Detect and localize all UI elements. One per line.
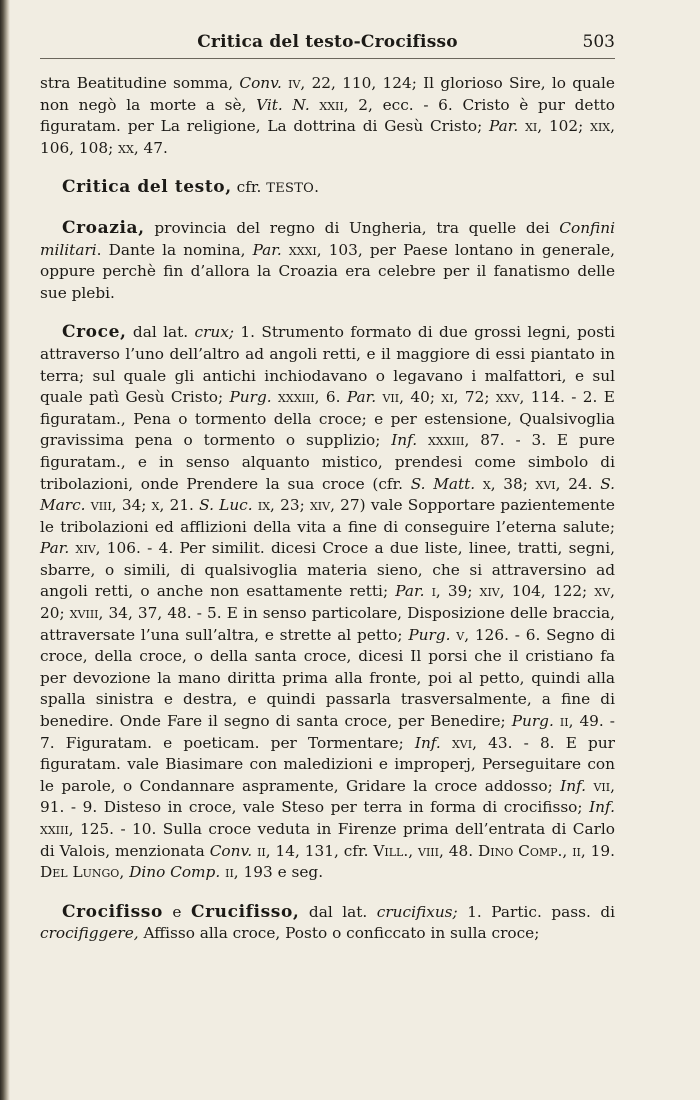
italic-citation: Conv. xyxy=(239,74,282,92)
italic-citation: Par. xyxy=(395,582,425,601)
entry-crocifisso xyxy=(40,902,615,945)
italic-citation: Par. xyxy=(40,539,70,558)
roman-numeral: ii xyxy=(257,841,266,860)
entry-text: , 43. - 8. E pur figuratam. vale Biasimare con maledizioni e improperj, Perseguitare con le parole, o Condannare aspramente, Gridare la croce addosso; xyxy=(40,733,615,795)
entry-text: , xyxy=(119,863,130,882)
entry-text: , 91. - 9. Disteso in croce, vale Steso per terra in forma di crocifisso; xyxy=(40,776,615,817)
entry-text: , 125. - 10. Sulla croce veduta in Firenze prima dell’entrata di Carlo di Valois, menzionata xyxy=(40,820,615,860)
roman-numeral: xviii xyxy=(69,604,99,623)
entry-croce xyxy=(40,322,615,883)
roman-numeral: vii xyxy=(593,776,611,795)
roman-numeral: xxxiii xyxy=(427,431,465,450)
entry-text: , xyxy=(408,841,419,860)
entry-text: , 48. xyxy=(439,841,478,860)
entry-text: dal lat. xyxy=(126,323,195,342)
roman-numeral: ix xyxy=(257,496,271,515)
entry-text: Affisso alla croce, Posto o conficcato in sulla croce; xyxy=(138,924,540,943)
entry-text: , 104, 122; xyxy=(499,582,595,601)
entry-continuation xyxy=(40,73,615,159)
entry-text: , 47. xyxy=(133,138,168,157)
entry-text: , xyxy=(562,841,573,860)
italic-citation: Inf. xyxy=(589,798,615,817)
roman-numeral: xxii xyxy=(319,95,344,114)
dictionary-page xyxy=(40,28,615,963)
page-number: 503 xyxy=(582,32,615,52)
entry-text: , 21. xyxy=(159,496,200,515)
entry-text: provincia del regno di Ungheria, tra quelle dei xyxy=(144,218,560,237)
headword: Critica del testo, xyxy=(62,177,232,198)
roman-numeral: xxiii xyxy=(40,820,69,838)
running-title: Critica del testo-Crocifisso xyxy=(197,32,458,52)
italic-citation: Par. xyxy=(252,240,282,259)
entry-text xyxy=(475,475,483,493)
roman-numeral: Vill. xyxy=(373,841,409,860)
entry-text: , 24. xyxy=(555,474,601,493)
entry-text: , 23; xyxy=(270,496,310,515)
italic-citation: Confini militari xyxy=(40,218,615,259)
entry-text: , 34, 37, 48. - 5. E in senso particolare, Disposizione delle braccia, attraversate l’una sull’altra, e strette al petto; xyxy=(40,604,615,644)
italic-citation: Conv. xyxy=(209,841,253,860)
roman-numeral: v xyxy=(456,625,465,644)
italic-citation: crocifiggere, xyxy=(40,924,139,943)
italic-citation: Purg. xyxy=(511,712,554,731)
headword: Crucifisso, xyxy=(190,901,300,922)
italic-citation: Inf. xyxy=(414,733,441,752)
entry-text: , 72; xyxy=(453,388,496,407)
roman-numeral: xvi xyxy=(451,733,473,752)
entry-text: e xyxy=(162,902,191,921)
roman-numeral: Dino Comp. xyxy=(478,841,563,860)
italic-citation: Vit. N. xyxy=(256,95,310,114)
italic-citation: S. Marc. xyxy=(40,474,615,515)
italic-citation: Purg. xyxy=(229,388,272,407)
headword: Croazia, xyxy=(62,217,145,238)
roman-numeral: xiv xyxy=(75,539,96,558)
entry-text: 1. Partic. pass. di xyxy=(457,902,616,921)
roman-numeral: xiv xyxy=(479,582,500,601)
italic-citation: crux; xyxy=(194,323,235,342)
entry-text: , 106, 108; xyxy=(40,117,615,157)
italic-citation: S. Luc. xyxy=(199,496,253,515)
entry-critica-del-testo xyxy=(40,177,615,200)
italic-citation: crucifixus; xyxy=(376,902,458,921)
entry-text xyxy=(417,431,428,449)
roman-numeral: ii xyxy=(559,712,569,731)
roman-numeral: iv xyxy=(288,74,301,92)
entry-text: , 19. xyxy=(580,841,615,860)
roman-numeral: xi xyxy=(525,117,538,136)
roman-numeral: vii xyxy=(382,388,400,407)
entry-text xyxy=(310,96,320,114)
roman-numeral: Del Lungo xyxy=(40,863,120,882)
entry-text: , 22, 110, 124; Il glorioso Sire, lo quale non negò la morte a sè, xyxy=(40,74,615,114)
roman-numeral: i xyxy=(431,582,436,601)
italic-citation: Par. xyxy=(489,117,519,136)
roman-numeral: xxv xyxy=(495,388,520,407)
entry-croazia xyxy=(40,218,615,304)
roman-numeral: ii xyxy=(572,841,581,860)
cross-reference: TESTO xyxy=(266,181,315,197)
entry-text: , 27) vale Sopportare pazientemente le tribolazioni ed afflizioni della vita a fine di conseguire l’eterna salute; xyxy=(40,496,615,536)
entry-text xyxy=(424,582,431,600)
roman-numeral: xxxi xyxy=(288,240,317,259)
italic-citation: Par. xyxy=(346,388,377,407)
roman-numeral: xx xyxy=(118,138,134,157)
entry-text: , 40; xyxy=(399,388,442,407)
italic-citation: Dino Comp. xyxy=(129,863,221,882)
page-binding-edge xyxy=(0,0,10,1100)
roman-numeral: x xyxy=(482,474,491,493)
roman-numeral: viii xyxy=(90,496,112,515)
entry-text: , 34; xyxy=(111,496,152,515)
roman-numeral: ii xyxy=(225,863,234,882)
roman-numeral: viii xyxy=(418,841,439,860)
entry-text: dal lat. xyxy=(299,902,377,921)
roman-numeral: xi xyxy=(441,388,454,407)
entry-text: , 103, per Paese lontano in generale, oppure perchè fin d’allora la Croazia era celebre per il fanatismo delle sue plebi. xyxy=(40,240,615,302)
entry-text: , 38; xyxy=(490,474,536,493)
entry-text: 1. Strumento formato di due grossi legni, posti attraverso l’uno dell’altro ad angoli retti, e il maggiore di essi piantato in terra; sul quale gli antichi inchiodavano o legavano i malfattori, e sul quale patì Gesù Cristo; xyxy=(40,323,615,407)
roman-numeral: xiv xyxy=(309,496,331,515)
roman-numeral: xix xyxy=(590,117,611,136)
entry-text: , 87. - 3. E pure figuratam., e in senso alquanto mistico, prendesi come simbolo di tribolazioni, onde Prendere la sua croce (cfr. xyxy=(40,431,615,493)
entry-text xyxy=(441,734,452,752)
entry-text: , 6. xyxy=(314,388,347,407)
roman-numeral: xvi xyxy=(535,474,556,493)
entry-text: . xyxy=(314,178,320,197)
entry-text xyxy=(282,241,289,259)
entry-text: , 126. - 6. Segno di croce, della croce, o della santa croce, dicesi Il porsi che il cristiano fa per devozione la mano diritta prima alla fronte, poi al petto, quindi alla spalla sinistra e destra, e quindi passarla trasversalmente, a fine di benedire. Onde Fare il segno di santa croce, per Benedire; xyxy=(40,625,615,731)
italic-citation: Inf. xyxy=(391,431,418,450)
entry-text: , 102; xyxy=(537,117,591,136)
entry-text: , 14, 131, cfr. xyxy=(265,841,374,860)
entry-text: , 106. - 4. Per similit. dicesi Croce a due liste, linee, tratti, segni, sbarre, o simili, di qualsivoglia materia sieno, che si attraversino ad angoli retti, o anche non esattamente retti; xyxy=(40,539,615,601)
entry-text: . Dante la nomina, xyxy=(96,240,253,259)
entry-text: cfr. xyxy=(231,178,267,197)
roman-numeral: xv xyxy=(594,582,611,601)
headword: Croce, xyxy=(62,322,127,343)
italic-citation: Inf. xyxy=(560,776,587,795)
headword: Crocifisso xyxy=(62,901,163,922)
roman-numeral: xxxiii xyxy=(278,388,315,407)
entry-text: , 39; xyxy=(435,582,480,601)
page-body xyxy=(40,73,615,945)
entry-text: , 2, ecc. - 6. Cristo è pur detto figuratam. per La religione, La dottrina di Gesù Cristo; xyxy=(40,95,615,136)
entry-text: , 193 e seg. xyxy=(233,863,324,882)
entry-text: stra Beatitudine somma, xyxy=(40,74,240,92)
page-header xyxy=(40,28,615,59)
italic-citation: Purg. xyxy=(408,625,451,644)
entry-text: , 114. - 2. E figuratam., Pena o tormento della croce; e per estensione, Qualsivoglia gravissima pena o tormento o supplizio; xyxy=(40,388,615,450)
italic-citation: S. Matt. xyxy=(410,474,476,493)
entry-text: , 49. - 7. Figuratam. e poeticam. per Tormentare; xyxy=(40,712,615,752)
roman-numeral: x xyxy=(151,496,160,515)
entry-text: , 20; xyxy=(40,582,615,623)
